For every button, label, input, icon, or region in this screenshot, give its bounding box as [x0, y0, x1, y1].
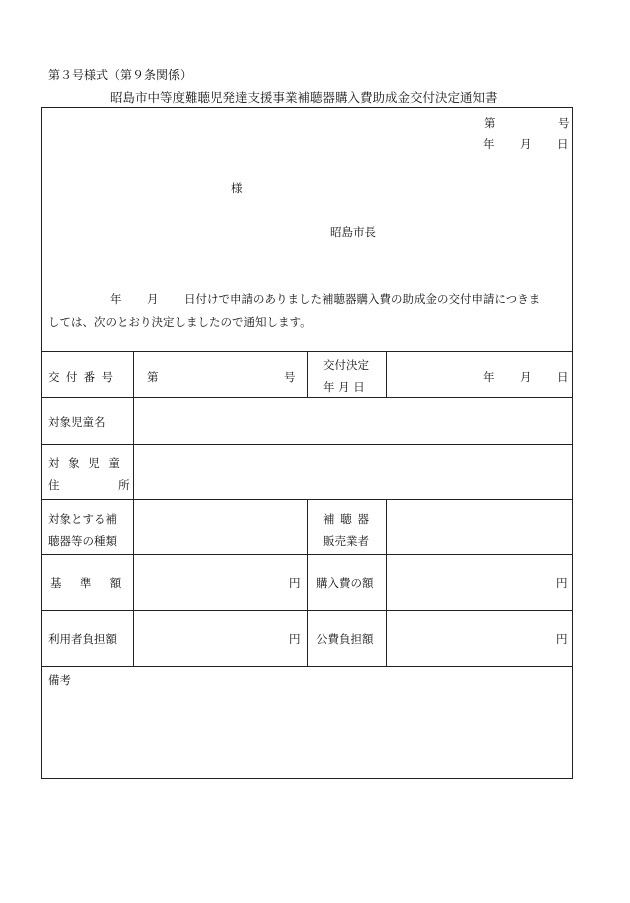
remarks-label: 備考 [48, 673, 71, 687]
body-year: 年 [110, 292, 122, 306]
body-month: 月 [147, 292, 159, 306]
child-address-label-2: 住所 [48, 478, 189, 492]
purchase-cost-unit: 円 [556, 576, 568, 590]
body-line-1: 日付けで申請のありました補聴器購入費の助成金の交付申請につきま [184, 292, 541, 306]
issuer-name: 昭島市長 [330, 225, 376, 239]
lower-divider-2 [386, 499, 387, 666]
device-type-label-2: 聴器等の種類 [48, 534, 117, 548]
rule-after-name-row [41, 444, 573, 445]
standard-amount-unit: 円 [289, 576, 301, 590]
grant-number-suffix: 号 [284, 370, 296, 384]
decision-date-label-1: 交付決定 [323, 358, 369, 372]
public-burden-label: 公費負担額 [316, 632, 374, 646]
vendor-label-1: 補聴器 [323, 512, 375, 526]
body-line-2: しては、次のとおり決定しましたので通知します。 [48, 315, 312, 329]
decision-date-year: 年 [483, 370, 495, 384]
issue-date-year: 年 [483, 137, 495, 151]
document-number-suffix: 号 [558, 116, 570, 130]
form-frame [41, 107, 573, 779]
user-burden-label: 利用者負担額 [48, 632, 117, 646]
child-address-label-1: 対象児童 [48, 456, 129, 470]
user-burden-unit: 円 [289, 632, 301, 646]
device-type-label-1: 対象とする補 [48, 512, 117, 526]
grant-row-divider-1 [307, 351, 308, 397]
issue-date-month: 月 [520, 137, 532, 151]
document-number-prefix: 第 [484, 116, 496, 130]
grant-number-prefix: 第 [147, 370, 159, 384]
grant-number-label: 交付番号 [48, 370, 120, 384]
label-column-divider [133, 351, 134, 666]
form-number-label: 第３号様式（第９条関係） [48, 68, 193, 82]
public-burden-unit: 円 [556, 632, 568, 646]
addressee-honorific: 様 [231, 181, 243, 195]
decision-date-day: 日 [557, 370, 569, 384]
rule-after-burden-row [41, 666, 573, 667]
decision-date-label-2: 年 月 日 [323, 380, 365, 394]
lower-divider-1 [307, 499, 308, 666]
decision-date-month: 月 [520, 370, 532, 384]
grant-row-divider-2 [386, 351, 387, 397]
document-title: 昭島市中等度難聴児発達支援事業補聴器購入費助成金交付決定通知書 [110, 90, 498, 105]
vendor-label-2: 販売業者 [323, 534, 369, 548]
purchase-cost-label: 購入費の額 [316, 576, 374, 590]
child-name-label: 対象児童名 [48, 415, 106, 429]
standard-amount-label: 基準額 [50, 576, 140, 590]
rule-after-grant-row [41, 397, 573, 398]
issue-date-day: 日 [557, 137, 569, 151]
